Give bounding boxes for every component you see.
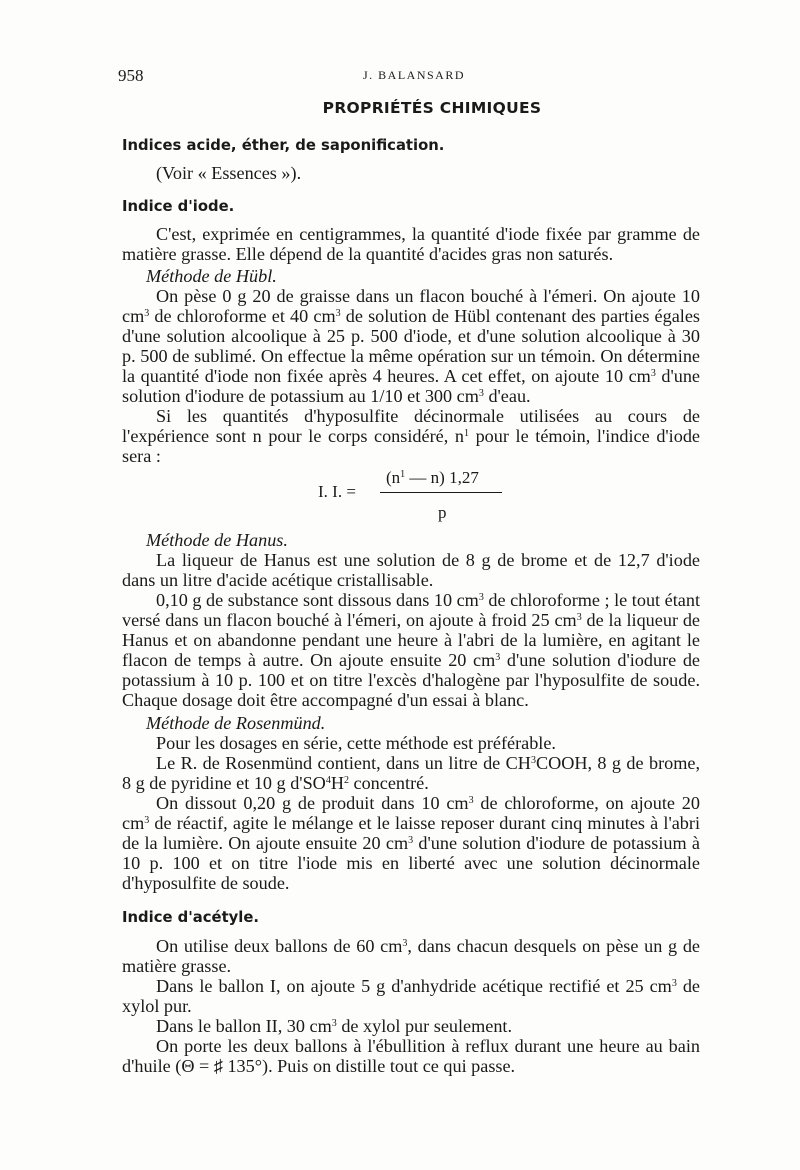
formula-lhs: I. I. = (318, 482, 356, 501)
paragraph-rosenmund-reagent: Le R. de Rosenmünd contient, dans un litre de $CH^3COOH$, 8 g de brome, 8 g de pyridine et 10 g $d'SO^4H^2$ concentré. (122, 753, 700, 793)
heading-indice-iode: Indice d'iode. (122, 198, 235, 215)
paragraph-acetyle-ballons: On utilise deux ballons de 60 $cm^3$, dans chacun desquels on pèse un g de matière grasse. (122, 936, 700, 976)
paragraph-iode-intro: C'est, exprimée en centigrammes, la quantité d'iode fixée par gramme de matière grasse. Elle dépend de la quantité d'acides gras non saturés. (122, 224, 700, 264)
paragraph-rosenmund-intro: Pour les dosages en série, cette méthode est préférable. (156, 733, 556, 753)
formula-numerator: ($n^1$ — n) 1,27 (386, 468, 479, 487)
paragraph-voir-essences: (Voir « Essences »). (156, 163, 302, 183)
paragraph-hanus-procedure: 0,10 g de substance sont dissous dans 10 $cm^3$ de chloroforme ; le tout étant versé dans un flacon bouché à l'émeri, on ajoute à froid 25 $cm^3$ de la liqueur de Hanus et on abandonne pendant une heure à l'abri de la lumière, en agitant le flacon de temps à autre. On ajoute ensuite 20 $cm^3$ d'une solution d'iodure de potassium à 10 p. 100 et on titre l'excès d'halogène par l'hyposulfite de soude. Chaque dosage doit être accompagné d'un essai à blanc. (122, 590, 700, 710)
paragraph-acetyle-ballon-2: Dans le ballon II, 30 $cm^3$ de xylol pur seulement. (156, 1016, 513, 1036)
paragraph-acetyle-ballon-1: Dans le ballon I, on ajoute 5 g d'anhydride acétique rectifié et 25 $cm^3$ de xylol pur. (122, 976, 700, 1016)
subheading-methode-hubl: Méthode de Hübl. (146, 266, 277, 286)
fraction-bar (380, 492, 502, 493)
formula-denominator: p (438, 503, 447, 522)
paragraph-rosenmund-procedure: On dissout 0,20 g de produit dans 10 $cm^3$ de chloroforme, on ajoute 20 $cm^3$ de réactif, agite le mélange et le laisse reposer durant cinq minutes à l'abri de la lumière. On ajoute ensuite 20 $cm^3$ d'une solution d'iodure de potassium à 10 p. 100 et on titre l'iode mis en liberté avec une solution décinormale d'hyposulfite de soude. (122, 793, 701, 893)
subheading-methode-hanus: Méthode de Hanus. (146, 530, 288, 550)
paragraph-hubl-calculation: Si les quantités d'hyposulfite décinormale utilisées au cours de l'expérience sont n pour le corps considéré, $n^1$ pour le témoin, l'indice d'iode sera : (122, 406, 700, 466)
paragraph-hubl-procedure: On pèse 0 g 20 de graisse dans un flacon bouché à l'émeri. On ajoute 10 $cm^3$ de chloroforme et 40 $cm^3$ de solution de Hübl contenant des parties égales d'une solution alcoolique à 25 p. 500 d'iode, et d'une solution alcoolique à 30 p. 500 de sublimé. On effectue la même opération sur un témoin. On détermine la quantité d'iode non fixée après 4 heures. A cet effet, on ajoute 10 $cm^3$ d'une solution d'iodure de potassium au 1/10 et 300 $cm^3$ d'eau. (122, 286, 700, 406)
subheading-methode-rosenmund: Méthode de Rosenmünd. (146, 713, 326, 733)
page-number: 958 (118, 66, 144, 85)
iodine-index-formula (122, 468, 700, 528)
paragraph-acetyle-reflux: On porte les deux ballons à l'ébullition à reflux durant une heure au bain d'huile (Θ = ♯ 135°). Puis on distille tout ce qui passe. (122, 1036, 700, 1076)
section-title: PROPRIÉTÉS CHIMIQUES (322, 99, 542, 117)
page-body (122, 134, 700, 1076)
running-header (118, 66, 700, 88)
paragraph-hanus-liqueur: La liqueur de Hanus est une solution de 8 g de brome et de 12,7 d'iode dans un litre d'acide acétique cristallisable. (122, 550, 700, 590)
running-author: J. BALANSARD (363, 68, 466, 82)
heading-acid-indices: Indices acide, éther, de saponification. (122, 137, 445, 154)
heading-indice-acetyle: Indice d'acétyle. (122, 909, 260, 926)
